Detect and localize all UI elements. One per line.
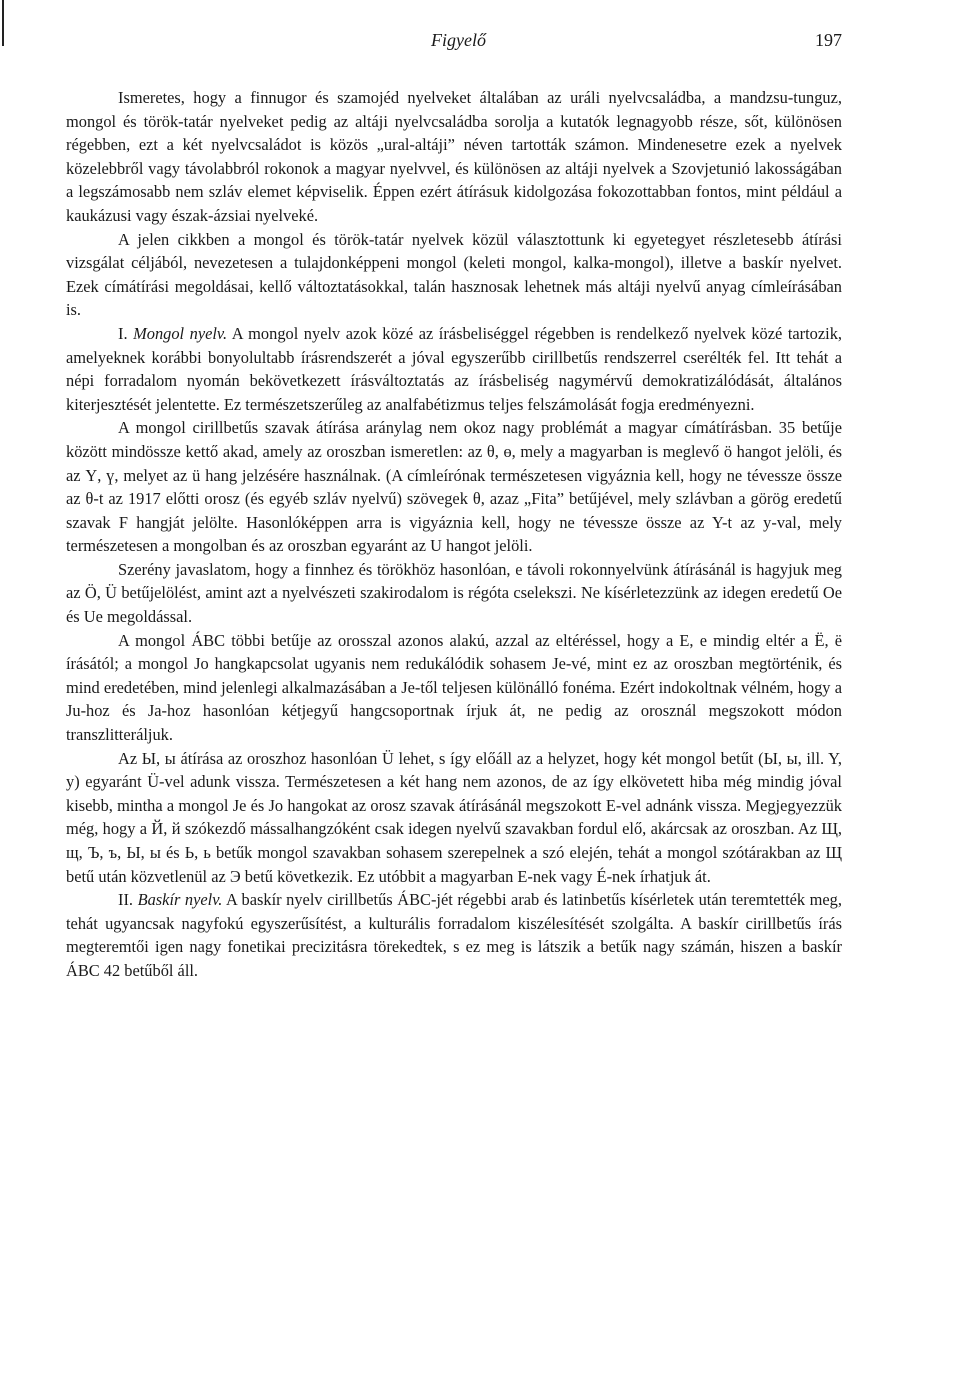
paragraph-text: A mongol nyelv azok közé az írásbeliséggel régebben is rendelkező nyelvek közé tartozik, amelyeknek korábbi bonyolultabb írásrendszerét a jóval egyszerűbb cirillbetűs rendszerrel cserélték fel. Itt tehát a népi forradalom nyomán bekövetkezett írásváltoztatás az írásbeliség nagymérvű demokratizálódását, általános kiterjesztését jelentette. Ez természetszerűleg az analfabétizmus teljes felszámolását fogja eredményezni.	[66, 323, 842, 414]
paragraph-text: A baskír nyelv cirillbetűs ÁBC-jét régebbi arab és latinbetűs kísérletek után teremtették meg, tehát ugyancsak nagyfokú egyszerűsítést, a kulturális forradalom kiszélesítését szolgálta. A baskír cirillbetűs írás megteremtői igen nagy fonetikai precizitásra törekedtek, s ez meg is látszik a betűk nagy számán, hiszen a baskír ÁBC 42 betűből áll.	[66, 890, 842, 980]
paragraph-7	[66, 747, 842, 889]
paragraph-4	[66, 416, 842, 558]
section-title: Baskír nyelv.	[137, 890, 223, 910]
paragraph-2	[66, 228, 842, 322]
page-edge-line	[2, 0, 4, 46]
paragraph-text: Az Ы, ы átírása az oroszhoz hasonlóan Ü lehet, s így előáll az a helyzet, hogy két mongol betűt (Ы, ы, ill. Y, y) egyaránt Ü-vel adunk vissza. Természetesen a két hang nem azonos, de az így elkövetett hiba még mindig jóval kisebb, mintha a mongol Je és Jo hangokat az orosz szavak átírásánál megszokott E-vel adnánk vissza. Megjegyezzük még, hogy a Й, й szókezdő mássalhangzóként csak idegen nyelvű szavakban fordul elő, akárcsak az oroszban. Az Щ, щ, Ъ, ъ, Ы, ы és Ь, ь betűk mongol szavakban sohasem szerepelnek a szó elején, tehát a mongol szótárakban az Щ betű után közvetlenül az Э betű következik. Ez utóbbit a magyarban E-nek vagy É-nek írhatjuk át.	[66, 748, 842, 886]
page-number: 197	[815, 30, 842, 50]
paragraph-6	[66, 629, 842, 747]
section-number: I.	[118, 323, 134, 343]
paragraph-text: A mongol cirillbetűs szavak átírása aránylag nem okoz nagy problémát a magyar címátírásban. 35 betűje között mindössze kettő akad, amely az oroszban ismeretlen: az θ, ө, mely a magyarban is meglevő ö hangot jelöli, és az Ү, ү, melyet az ü hang jelzésére használnak. (A címleírónak természetesen vigyáznia kell, hogy ne tévessze össze az θ-t az 1917 előtti orosz (és egyéb szláv nyelvű) szövegek θ, azaz „Fita” betűjével, mely szlávban a görög eredetű szavak F hangját jelölte. Hasonlóképpen arra is vigyáznia kell, hogy ne tévessze össze az Y-t az y-val, mely természetesen a mongolban és az oroszban egyaránt az U hangot jelöli.	[66, 418, 842, 556]
paragraph-text: A jelen cikkben a mongol és török-tatár nyelvek közül választottunk ki egyetegyet részletesebb átírási vizsgálat céljából, nevezetesen a tulajdonképpeni mongol (keleti mongol, kalka-mongol), illetve a baskír nyelvet. Ezek címátírási megoldásai, kellő változtatásokkal, talán hasznosak lehetnek más altáji nyelvű anyag címleírásában is.	[66, 229, 842, 320]
paragraph-text: Szerény javaslatom, hogy a finnhez és törökhöz hasonlóan, e távoli rokonnyelvünk átírásánál is hagyjuk meg az Ö, Ü betűjelölést, amint azt a nyelvészeti szakirodalom is régóta cselekszi. Ne kísérletezzünk az idegen eredetű Oe és Ue megoldással.	[66, 559, 842, 627]
running-title: Figyelő	[431, 30, 486, 50]
page-header	[66, 30, 842, 56]
paragraph-5	[66, 558, 842, 629]
section-mongol	[66, 322, 842, 416]
paragraph-1	[66, 86, 842, 228]
section-title: Mongol nyelv.	[133, 323, 228, 343]
section-baskir	[66, 888, 842, 982]
paragraph-text: A mongol ÁBC többi betűje az orosszal azonos alakú, azzal az eltéréssel, hogy a E, e mindig eltér a Ë, ë írásától; a mongol Jo hangkapcsolat ugyanis nem redukálódik sohasem Je-vé, mint ez az oroszban megtörténik, és mind eredetében, mind jelenlegi alkalmazásában a Je-től teljesen különálló fonéma. Ezért indokoltnak vélném, hogy a Ju-hoz és Ja-hoz hasonlóan kétjegyű hangcsoportnak írjuk át, ne pedig az orosznál megszokott módon transzlitteráljuk.	[66, 630, 842, 745]
article-body	[66, 86, 842, 983]
paragraph-text: Ismeretes, hogy a finnugor és szamojéd nyelveket általában az uráli nyelvcsaládba, a mandzsu-tunguz, mongol és török-tatár nyelveket pedig az altáji nyelvcsaládba sorolja a kutatók legnagyobb része, sőt, különösen régebben, ezt a két nyelvcsaládot is közös „ural-altáji” néven tartották számon. Mindenesetre ezek a nyelvek közelebbről vagy távolabbról rokonok a magyar nyelvvel, és különösen az altáji nyelvek a Szovjetunió lakosságában a legszámosabb nem szláv elemet képviselik. Éppen ezért átírásuk kidolgozása fokozottabban fontos, mint például a kaukázusi vagy észak-ázsiai nyelveké.	[66, 88, 842, 225]
section-number: II.	[118, 890, 138, 910]
